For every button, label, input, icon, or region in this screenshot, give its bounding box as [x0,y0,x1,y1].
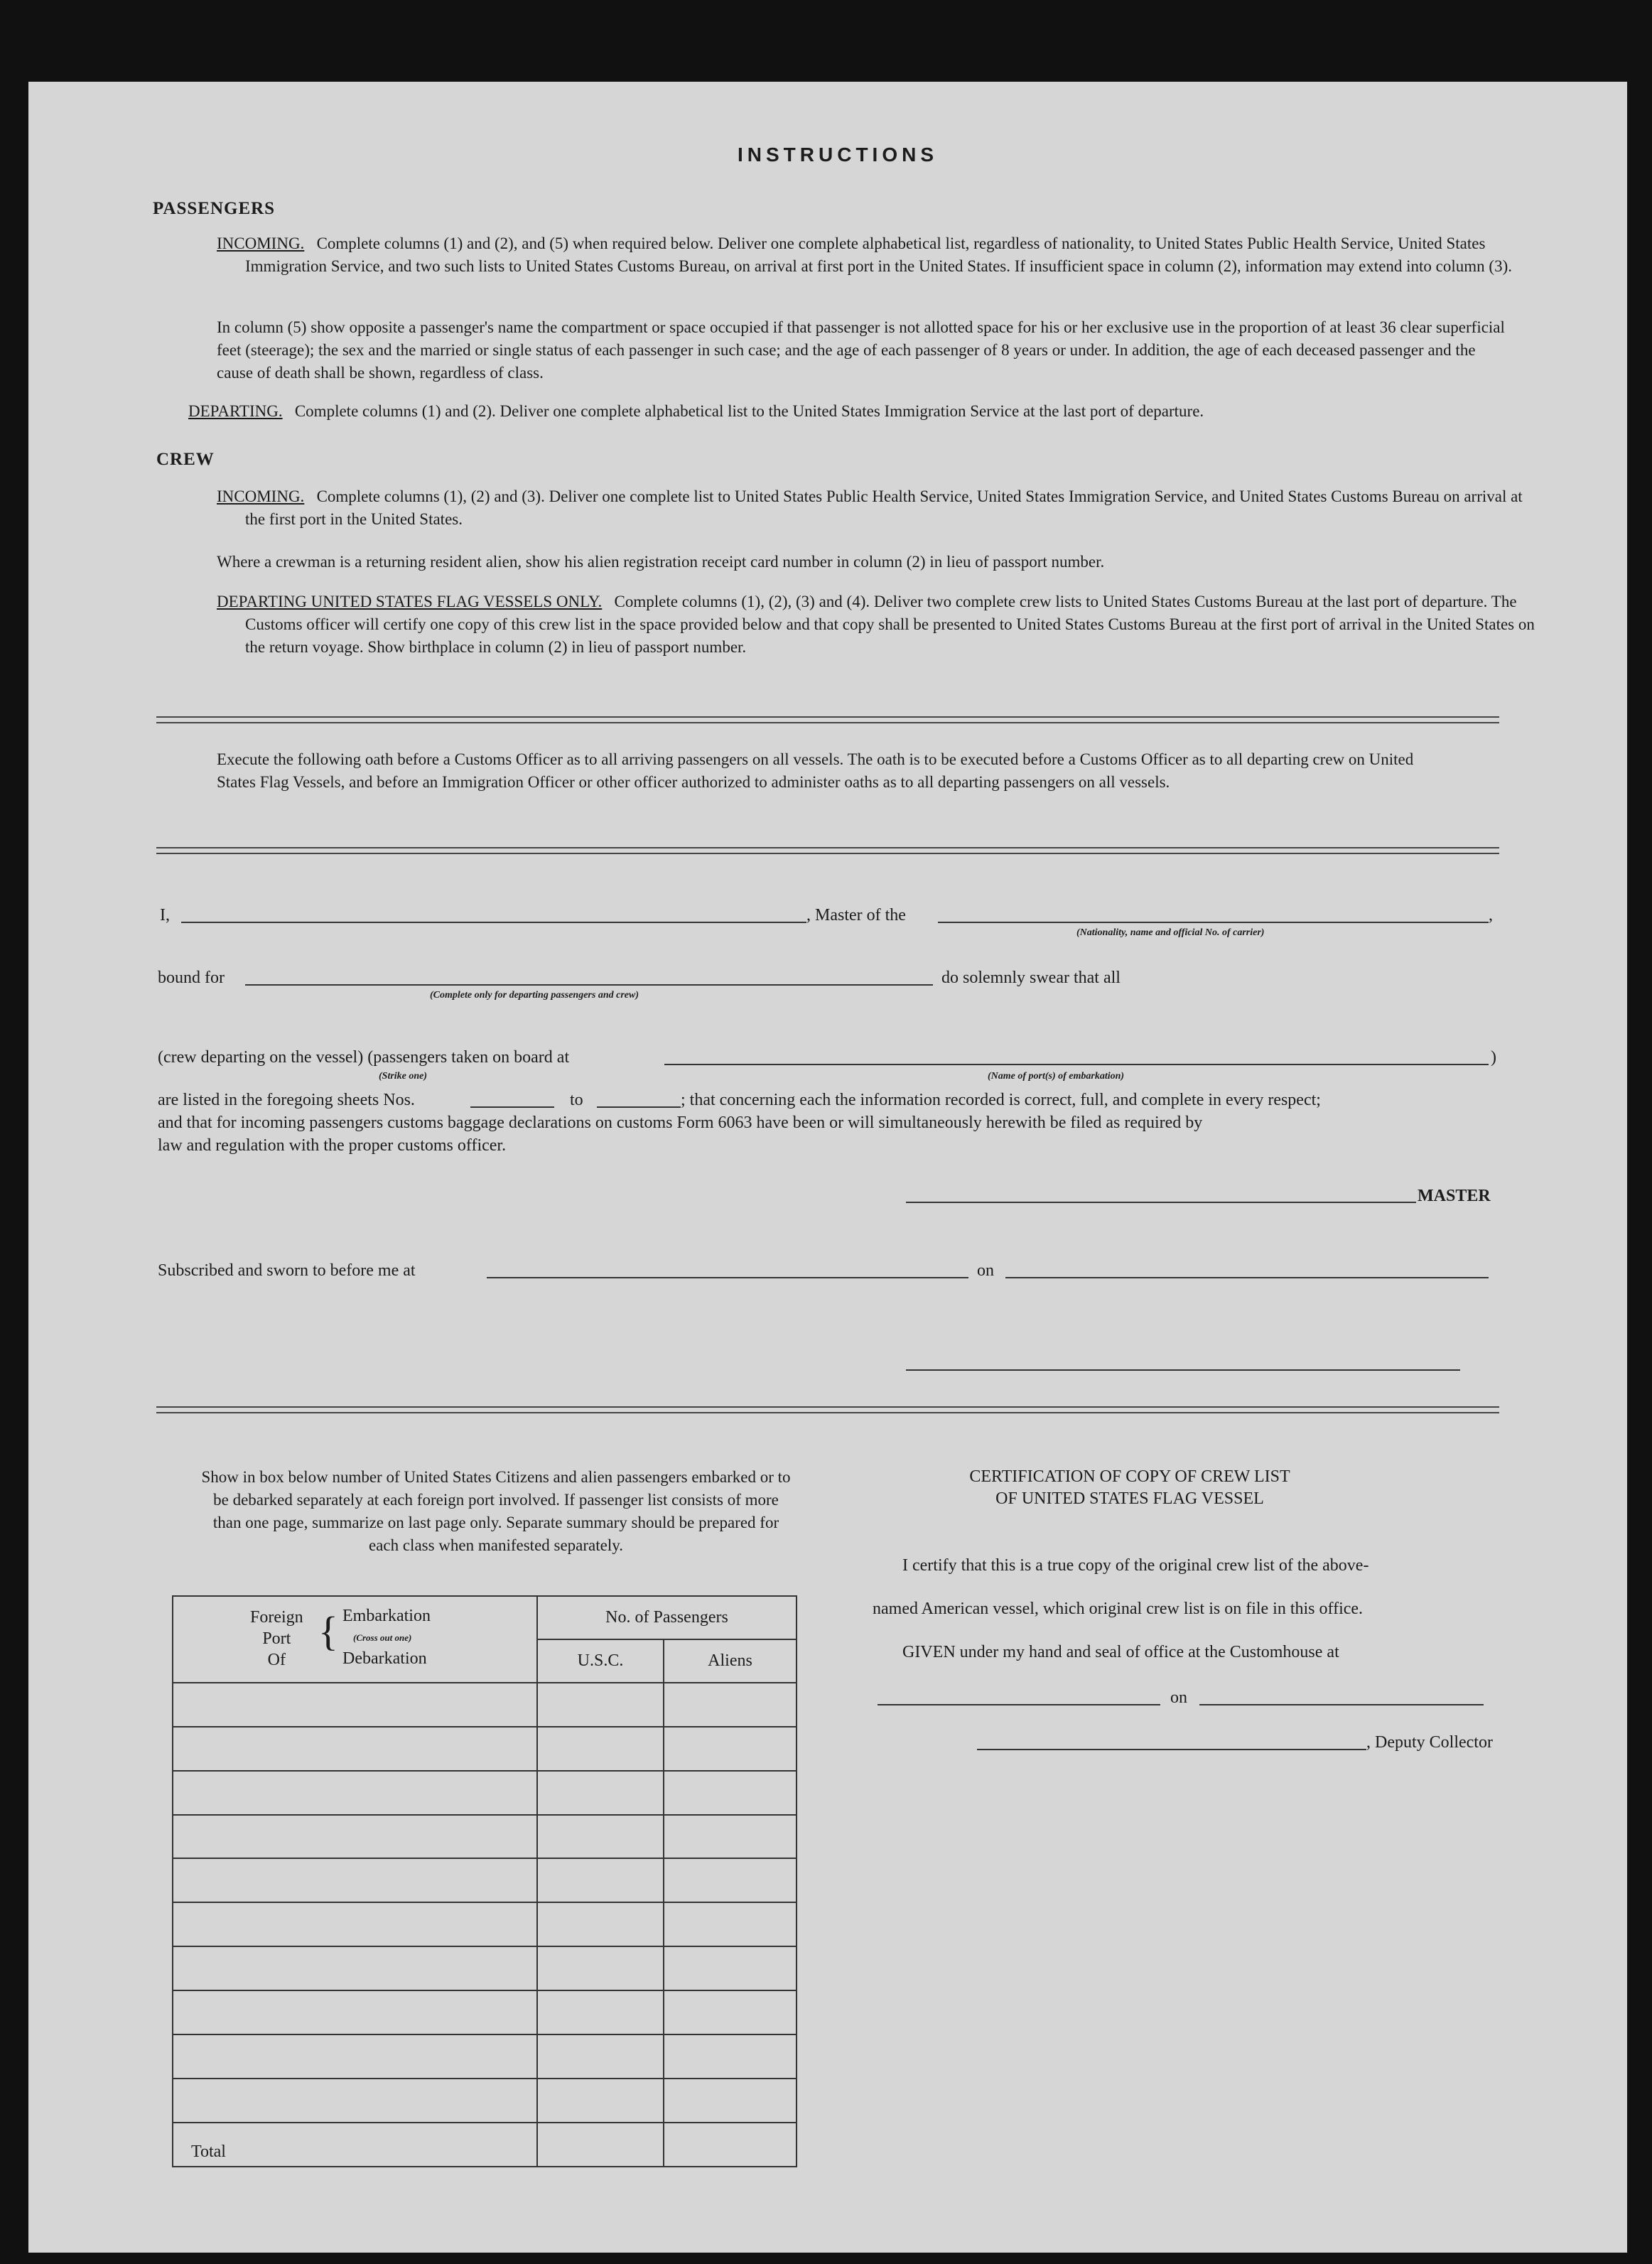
passengers-departing-paragraph [188,400,1517,423]
trailing-comma: , [1489,906,1493,925]
strike-one-note: (Strike one) [379,1071,428,1082]
aliens-column-header: Aliens [664,1639,797,1683]
passengers-incoming-text: Complete columns (1) and (2), and (5) when required below. Deliver one complete alphabetical list, regardless of nationality, to United States Public Health Service, United States Immigration Service, and two such lists to United States Customs Bureau, on arrival at first port in the United States. If insufficient space in column (2), information may extend into column (3). [245,235,1512,275]
port-cell[interactable] [173,1946,537,1990]
section-divider [156,716,1499,723]
table-row [173,1990,797,2034]
usc-column-header: U.S.C. [537,1639,664,1683]
to-label: to [570,1091,583,1109]
port-cell[interactable] [173,1858,537,1902]
certify-line-3: GIVEN under my hand and seal of office at the Customhouse at [902,1643,1339,1661]
brace-icon: { [318,1607,338,1654]
form-page [28,82,1627,2253]
deputy-collector-label: , Deputy Collector [1366,1733,1493,1752]
port-cell[interactable] [173,2079,537,2123]
listed-in-label: are listed in the foregoing sheets Nos. [158,1091,415,1109]
total-usc-cell[interactable] [537,2123,664,2167]
master-label: MASTER [1418,1187,1491,1205]
section-divider [156,847,1499,854]
customhouse-field[interactable] [878,1704,1160,1705]
deputy-signature-field[interactable] [977,1749,1366,1750]
table-row [173,2034,797,2079]
crew-departing-paragraph [217,591,1542,659]
crew-crewman-paragraph: Where a crewman is a returning resident alien, show his alien registration receipt card number in column (2) in lieu of passport number. [217,553,1105,571]
crew-incoming-text: Complete columns (1), (2) and (3). Deliver one complete list to United States Public Health Service, United States Immigration Service, and United States Customs Bureau on arrival at the first port in the United States. [245,487,1523,528]
table-row [173,1946,797,1990]
aliens-cell[interactable] [664,1990,797,2034]
sworn-on-label: on [977,1261,994,1280]
ports-note: (Name of port(s) of embarkation) [988,1071,1125,1082]
port-cell[interactable] [173,1727,537,1771]
aliens-cell[interactable] [664,2034,797,2079]
passengers-departing-label: DEPARTING. [188,402,283,420]
passengers-heading: PASSENGERS [153,199,276,218]
master-signature-field[interactable] [906,1202,1416,1203]
embarkation-ports-field[interactable] [664,1064,1489,1065]
bound-for-label: bound for [158,969,225,987]
aliens-cell[interactable] [664,1902,797,1946]
oath-statement-line-3: law and regulation with the proper customs officer. [158,1136,507,1155]
table-row [173,1683,797,1727]
certify-line-1: I certify that this is a true copy of the original crew list of the above- [902,1556,1369,1575]
complete-only-note: (Complete only for departing passengers and crew) [430,990,639,1001]
crew-departing-label: (crew departing on the vessel) (passengers taken on board at [158,1048,570,1067]
aliens-cell[interactable] [664,1815,797,1859]
table-row [173,1858,797,1902]
page-title: INSTRUCTIONS [738,144,938,166]
port-cell[interactable] [173,1990,537,2034]
aliens-cell[interactable] [664,1727,797,1771]
summary-intro-paragraph: Show in box below number of United States Citizens and alien passengers embarked or to be debarked separately at each foreign port involved. If passenger list consists of more than one page, summarize on last page only. Separate summary should be prepared for each class when manifested separately. [201,1468,791,1554]
master-of-the-label: , Master of the [806,906,906,925]
passengers-incoming-label: INCOMING. [217,235,305,252]
section-divider [156,1406,1499,1413]
total-label: Total [173,2123,537,2167]
total-aliens-cell[interactable] [664,2123,797,2167]
port-cell[interactable] [173,1902,537,1946]
crew-heading: CREW [156,450,215,469]
swear-label: do solemnly swear that all [941,969,1121,987]
usc-cell[interactable] [537,1727,664,1771]
aliens-cell[interactable] [664,1683,797,1727]
port-header-cell [173,1596,537,1683]
table-row [173,1815,797,1859]
crew-incoming-paragraph [217,485,1542,531]
crew-departing-label: DEPARTING UNITED STATES FLAG VESSELS ONLY. [217,593,603,610]
foreign-port-of-label: Foreign Port Of [250,1607,303,1669]
total-row [173,2123,797,2167]
usc-cell[interactable] [537,1902,664,1946]
oath-i-label: I, [160,906,170,925]
certify-line-2: named American vessel, which original crew list is on file in this office. [873,1600,1364,1618]
debarkation-label: Debarkation [342,1649,427,1668]
port-cell[interactable] [173,1683,537,1727]
usc-cell[interactable] [537,1990,664,2034]
aliens-cell[interactable] [664,2079,797,2123]
aliens-cell[interactable] [664,1771,797,1815]
aliens-cell[interactable] [664,1858,797,1902]
table-row [173,1902,797,1946]
embarkation-label: Embarkation [342,1606,431,1625]
crew-incoming-label: INCOMING. [217,487,305,505]
oath-statement-line-1: ; that concerning each the information recorded is correct, full, and complete in every respect; [681,1091,1321,1109]
certify-on-label: on [1170,1688,1187,1707]
crew-departing-text: Complete columns (1), (2), (3) and (4). Deliver two complete crew lists to United States Customs Bureau at the last port of departure. The Customs officer will certify one copy of this crew list in the space provided below and that copy shall be presented to United States Customs Bureau at the first port of arrival in the United States on the return voyage. Show birthplace in column (2) in lieu of passport number. [245,593,1535,656]
certification-title-line-1: CERTIFICATION OF COPY OF CREW LIST [969,1467,1290,1486]
usc-cell[interactable] [537,2034,664,2079]
aliens-cell[interactable] [664,1946,797,1990]
close-paren: ) [1491,1048,1496,1067]
port-cell[interactable] [173,1815,537,1859]
sheet-from-field[interactable] [470,1106,554,1108]
usc-cell[interactable] [537,1858,664,1902]
subscribed-label: Subscribed and sworn to before me at [158,1261,416,1280]
carrier-field[interactable] [938,922,1489,923]
cross-out-note: (Cross out one) [353,1632,412,1643]
certify-date-field[interactable] [1199,1704,1484,1705]
passengers-count-header: No. of Passengers [537,1596,797,1639]
passengers-incoming-paragraph [217,232,1542,278]
oath-statement-line-2: and that for incoming passengers customs baggage declarations on customs Form 6063 have been or will simultaneously herewith be filed as required by [158,1114,1203,1132]
table-row [173,1727,797,1771]
certification-title [810,1466,1449,1510]
oath-intro-paragraph: Execute the following oath before a Customs Officer as to all arriving passengers on all vessels. The oath is to be executed before a Customs Officer as to all departing crew on United States Flag Vessels, and before an Immigration Officer or other officer authorized to administer oaths as to all departing passengers on all vessels. [217,750,1414,791]
passenger-summary-table [172,1595,797,2167]
sworn-place-field[interactable] [487,1277,968,1278]
usc-cell[interactable] [537,1683,664,1727]
master-name-field[interactable] [181,922,806,923]
officer-signature-field[interactable] [906,1369,1460,1371]
bound-for-field[interactable] [245,984,933,986]
usc-cell[interactable] [537,2079,664,2123]
usc-cell[interactable] [537,1946,664,1990]
certification-title-line-2: OF UNITED STATES FLAG VESSEL [995,1489,1264,1508]
usc-cell[interactable] [537,1815,664,1859]
sworn-date-field[interactable] [1005,1277,1489,1278]
port-cell[interactable] [173,2034,537,2079]
passengers-departing-text: Complete columns (1) and (2). Deliver one complete alphabetical list to the United States Immigration Service at the last port of departure. [294,402,1204,420]
port-cell[interactable] [173,1771,537,1815]
nationality-note: (Nationality, name and official No. of carrier) [1076,927,1265,938]
table-row [173,1771,797,1815]
table-row [173,2079,797,2123]
usc-cell[interactable] [537,1771,664,1815]
passengers-column5-paragraph: In column (5) show opposite a passenger's name the compartment or space occupied if that passenger is not allotted space for his or her exclusive use in the proportion of at least 36 clear superficial feet (steerage); the sex and the married or single status of each passenger in such case; and the age of each passenger of 8 years or under. In addition, the age of each deceased passenger and the cause of death shall be shown, regardless of class. [217,318,1505,382]
sheet-to-field[interactable] [597,1106,681,1108]
